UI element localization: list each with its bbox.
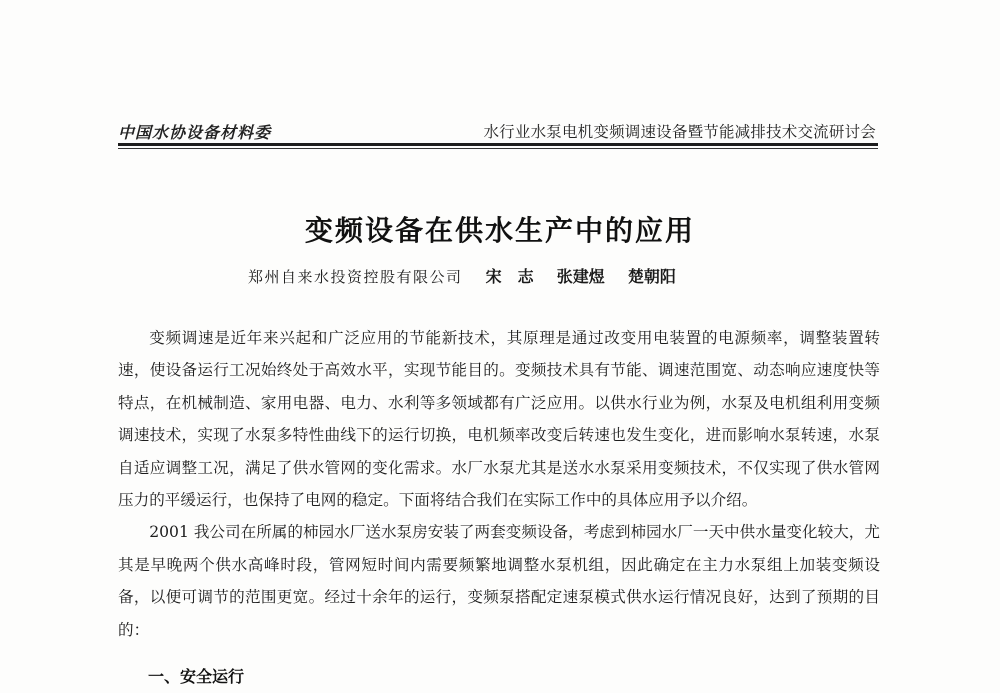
running-header bbox=[118, 118, 878, 142]
author-name: 张建煜 bbox=[556, 267, 605, 286]
author-name: 宋 志 bbox=[485, 267, 534, 286]
author-organization: 郑州自来水投资控股有限公司 bbox=[248, 268, 463, 286]
byline bbox=[248, 264, 676, 287]
body-paragraph: 2001 我公司在所属的柿园水厂送水泵房安装了两套变频设备，考虑到柿园水厂一天中供水量变化较大，尤其是早晚两个供水高峰时段，管网短时间内需要频繁地调整水泵机组，因此确定在主力水泵组上加装变频设备，以便可调节的范围更宽。经过十余年的运行，变频泵搭配定速泵模式供水运行情况良好，达到了预期的目的： bbox=[118, 523, 880, 639]
section-heading: 一、安全运行 bbox=[148, 667, 245, 686]
header-conference-name: 水行业水泵电机变频调速设备暨节能减排技术交流研讨会 bbox=[483, 123, 876, 141]
author-name: 楚朝阳 bbox=[627, 267, 676, 286]
article-body bbox=[118, 322, 880, 646]
header-rule-thin bbox=[118, 148, 878, 149]
article-title: 变频设备在供水生产中的应用 bbox=[304, 213, 695, 247]
header-rule-thick bbox=[118, 143, 878, 146]
body-paragraph: 变频调速是近年来兴起和广泛应用的节能新技术，其原理是通过改变用电装置的电源频率，调整装置转速，使设备运行工况始终处于高效水平，实现节能目的。变频技术具有节能、调速范围宽、动态响应速度快等特点，在机械制造、家用电器、电力、水利等多领域都有广泛应用。以供水行业为例，水泵及电机组利用变频调速技术，实现了水泵多特性曲线下的运行切换，电机频率改变后转速也发生变化，进而影响水泵转速，水泵自适应调整工况，满足了供水管网的变化需求。水厂水泵尤其是送水水泵采用变频技术，不仅实现了供水管网压力的平缓运行，也保持了电网的稳定。下面将结合我们在实际工作中的具体应用予以介绍。 bbox=[118, 329, 880, 510]
header-committee-name: 中国水协设备材料委 bbox=[118, 123, 272, 142]
